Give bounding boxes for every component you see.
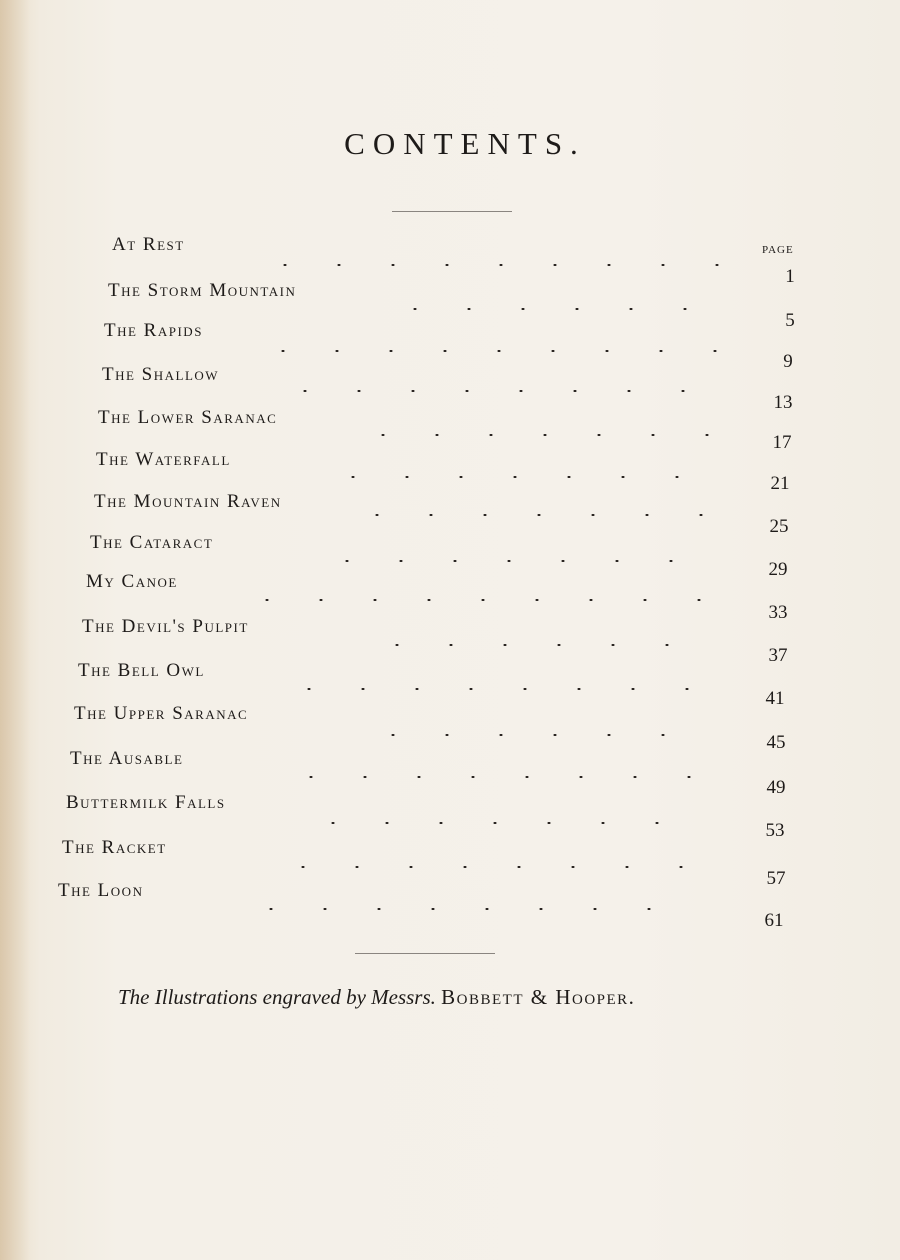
entry-leader-dots — [278, 390, 708, 392]
entry-page-number: 13 — [773, 392, 793, 413]
entry-title: The Racket — [62, 837, 167, 858]
entry-title: The Cataract — [90, 532, 214, 553]
entry-title: The Lower Saranac — [98, 407, 278, 428]
page-column-header: PAGE — [762, 244, 794, 256]
entry-title: The Bell Owl — [78, 660, 205, 681]
entry-page-number: 61 — [764, 910, 784, 931]
entry-leader-dots — [256, 350, 736, 352]
entry-page-number: 25 — [769, 516, 789, 537]
entry-page-number: 1 — [785, 266, 795, 287]
entry-leader-dots — [276, 866, 726, 868]
entry-page-number: 29 — [768, 559, 788, 580]
entry-page-number: 53 — [765, 820, 785, 841]
entry-leader-dots — [388, 308, 718, 310]
entry-leader-dots — [244, 908, 694, 910]
entry-leader-dots — [326, 476, 706, 478]
entry-page-number: 49 — [766, 777, 786, 798]
entry-page-number: 9 — [783, 351, 793, 372]
entry-leader-dots — [284, 776, 736, 778]
entry-page-number: 5 — [785, 310, 795, 331]
entry-page-number: 33 — [768, 602, 788, 623]
entry-title: The Loon — [58, 880, 144, 901]
entry-leader-dots — [306, 822, 700, 824]
credit-engravers: Bobbett & Hooper. — [441, 985, 636, 1009]
entry-page-number: 57 — [766, 868, 786, 889]
entry-page-number: 45 — [766, 732, 786, 753]
entry-page-number: 41 — [765, 688, 785, 709]
credit-italic-text: The Illustrations engraved by Messrs. — [118, 985, 436, 1009]
entry-title: The Shallow — [102, 364, 220, 385]
entry-page-number: 37 — [768, 645, 788, 666]
entry-leader-dots — [282, 688, 736, 690]
entry-title: The Devil's Pulpit — [82, 616, 249, 637]
page-edge-shadow — [0, 0, 30, 1260]
illustration-credit — [118, 985, 635, 1010]
top-rule — [392, 211, 512, 212]
entry-leader-dots — [366, 734, 700, 736]
entry-title: The Rapids — [104, 320, 203, 341]
entry-leader-dots — [370, 644, 700, 646]
contents-title: CONTENTS. — [344, 126, 586, 161]
bottom-rule — [355, 953, 495, 954]
entry-title: The Storm Mountain — [108, 280, 297, 301]
entry-title: The Ausable — [70, 748, 184, 769]
entry-leader-dots — [240, 599, 736, 601]
entry-title: At Rest — [112, 234, 185, 255]
entry-title: My Canoe — [86, 571, 178, 592]
entry-title: The Upper Saranac — [74, 703, 249, 724]
entry-title: The Mountain Raven — [94, 491, 282, 512]
entry-leader-dots — [320, 560, 704, 562]
entry-page-number: 21 — [770, 473, 790, 494]
entry-leader-dots — [356, 434, 736, 436]
entry-leader-dots — [350, 514, 736, 516]
entry-leader-dots — [258, 264, 738, 266]
entry-title: Buttermilk Falls — [66, 792, 226, 813]
entry-page-number: 17 — [772, 432, 792, 453]
entry-title: The Waterfall — [96, 449, 231, 470]
